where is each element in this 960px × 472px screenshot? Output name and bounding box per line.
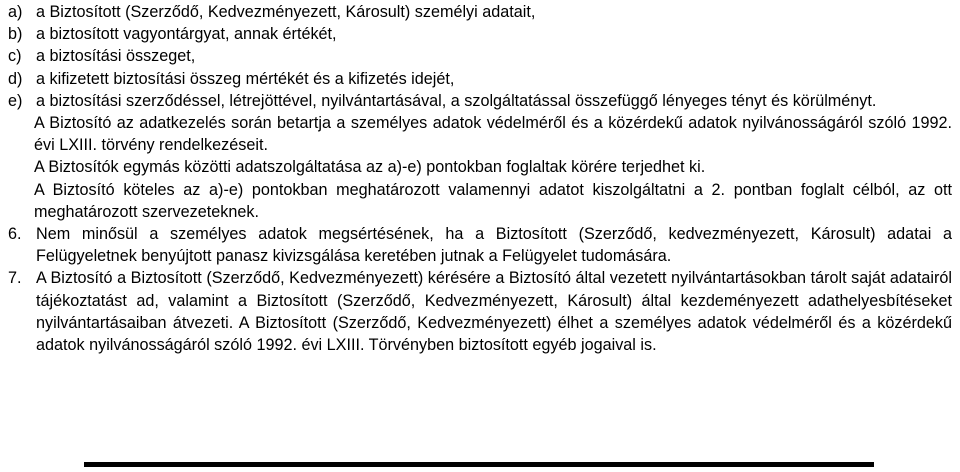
horizontal-rule (84, 462, 874, 467)
section-6 (8, 223, 952, 267)
list-item-a (8, 1, 952, 23)
section-7 (8, 267, 952, 356)
list-item-text: a biztosított vagyontárgyat, annak értékét, (36, 25, 337, 44)
paragraph-obligation: A Biztosító köteles az a)-e) pontokban meghatározott valamennyi adatot kiszolgáltatni a 2. pontban foglalt célból, az ott meghatározott szervezeteknek. (34, 180, 952, 221)
list-marker: c) (8, 47, 22, 66)
list-item-b (8, 23, 952, 45)
document-body (8, 1, 952, 356)
list-marker: d) (8, 69, 23, 88)
list-item-text: a kifizetett biztosítási összeg mértékét és a kifizetés idejét, (36, 69, 455, 88)
list-item-d (8, 68, 952, 90)
section-text: Nem minősül a személyes adatok megsértésének, ha a Biztosított (Szerződő, kedvezményezett, Károsult) adatai a Felügyeletnek benyújtott panasz kivizsgálása keretében jutnak a Felügyelet tudomására. (36, 225, 952, 266)
list-item-text: a biztosítási összeget, (36, 47, 196, 66)
paragraph-data-exchange: A Biztosítók egymás közötti adatszolgáltatása az a)-e) pontokban foglaltak körére terjedhet ki. (34, 158, 706, 177)
section-text: A Biztosító a Biztosított (Szerződő, Kedvezményezett) kérésére a Biztosító által vezetett nyilvántartásokban tárolt saját adatairól tájékoztatást ad, valamint a Biztosított (Szerződő, Kedvezményezett, Károsult) által kezdeményezett adathelyesbítéseket nyilvántartásaiban átvezeti. A Biztosított (Szerződő, Kedvezményezett) élhet a személyes adatok védelméről és a közérdekű adatok nyilvánosságáról szóló 1992. évi LXIII. Törvényben biztosított egyéb jogaival is. (36, 269, 952, 355)
paragraph-data-protection: A Biztosító az adatkezelés során betartja a személyes adatok védelméről és a közérdekű adatok nyilvánosságáról szóló 1992. évi LXIII. törvény rendelkezéseit. (34, 114, 952, 155)
list-marker: b) (8, 25, 23, 44)
section-number: 7. (8, 269, 22, 288)
section-number: 6. (8, 225, 22, 244)
list-marker: a) (8, 3, 23, 21)
list-item-text: a Biztosított (Szerződő, Kedvezményezett, Károsult) személyi adatait, (36, 3, 536, 21)
list-item-e (8, 90, 952, 112)
list-marker: e) (8, 91, 23, 110)
list-item-text: a biztosítási szerződéssel, létrejöttével, nyilvántartásával, a szolgáltatással összefüggő lényeges tényt és körülményt. (36, 91, 877, 110)
list-item-c (8, 45, 952, 67)
